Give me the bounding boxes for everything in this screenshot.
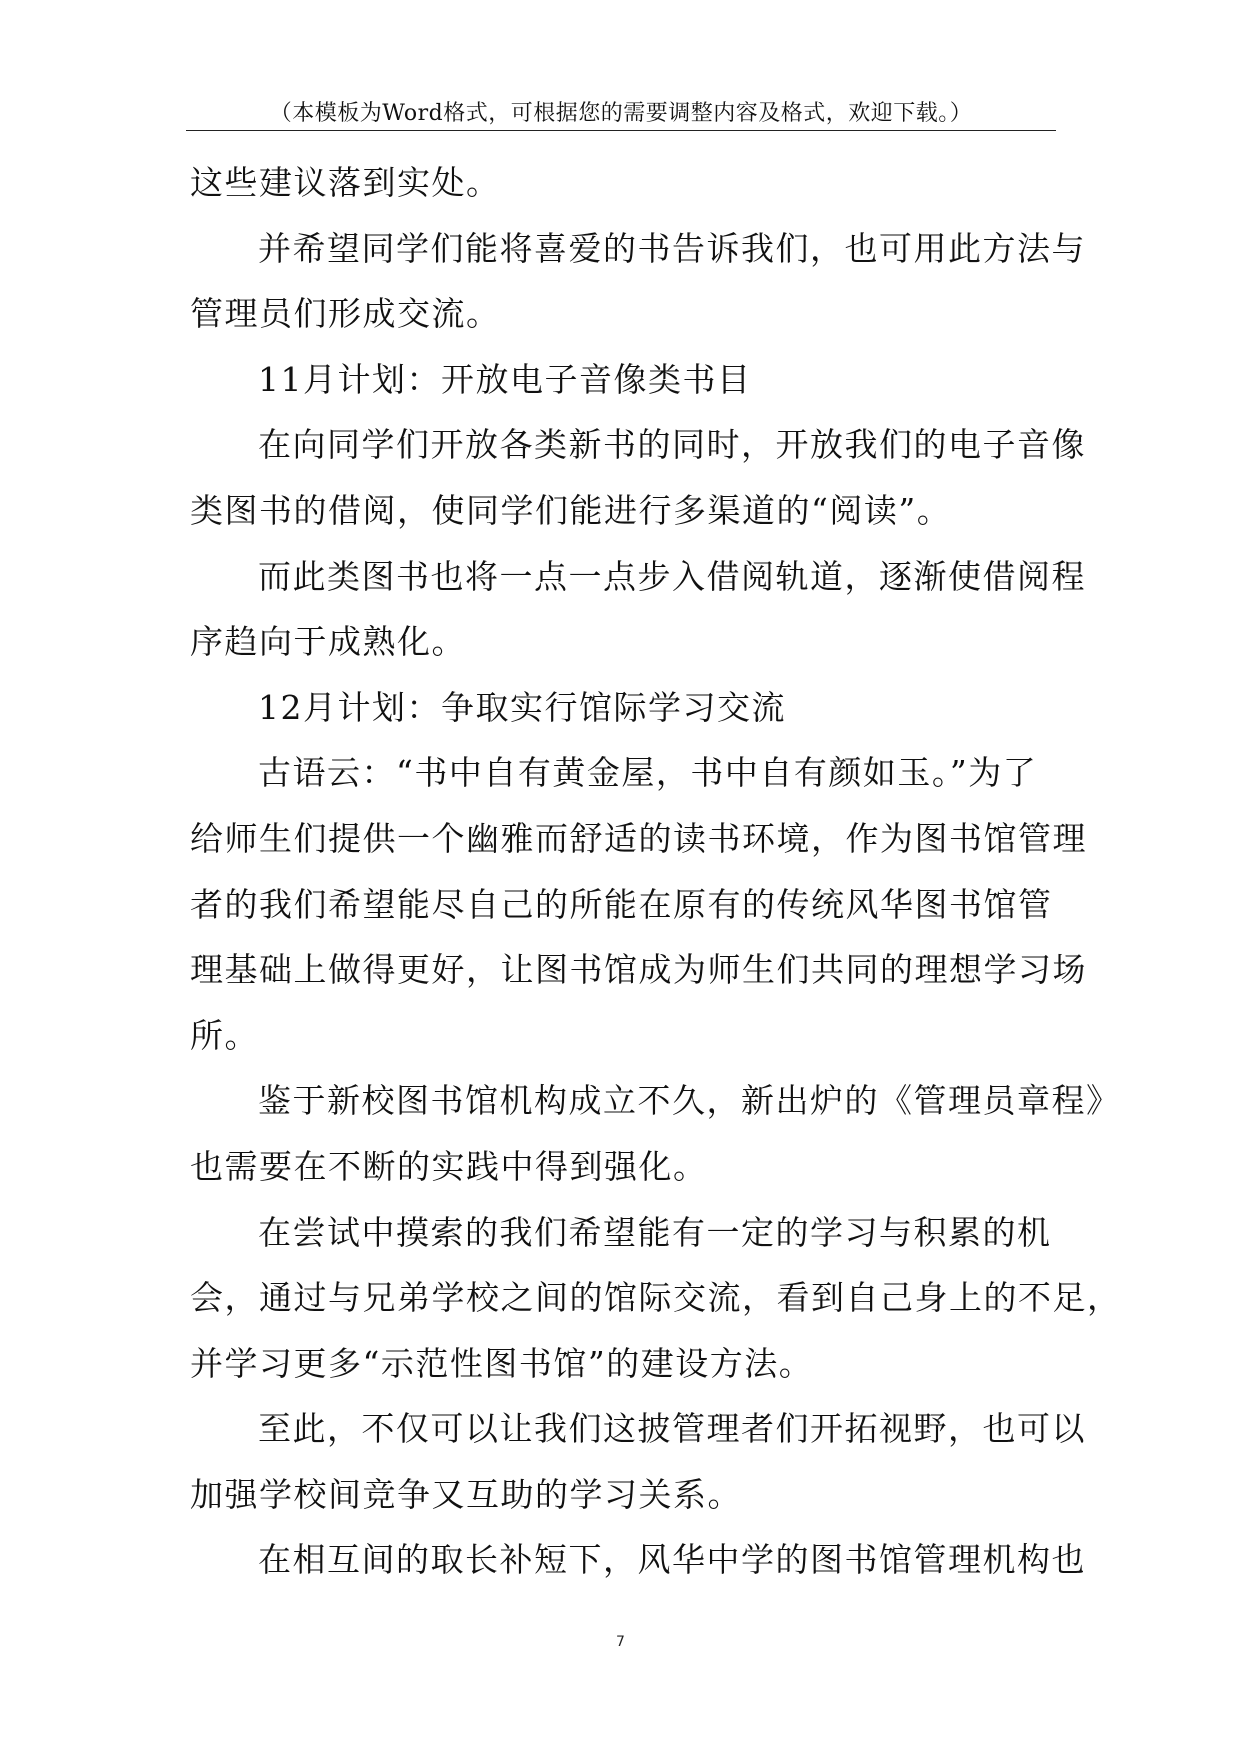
- page-number: 7: [616, 1634, 625, 1650]
- body-line-1: 这些建议落到实处。: [190, 163, 501, 202]
- body-line-21: 加强学校间竞争又互助的学习关系。: [190, 1474, 742, 1514]
- body-line-22: 在相互间的取长补短下，风华中学的图书馆管理机构也: [258, 1540, 1086, 1580]
- page-header-note: （本模板为Word格式，可根据您的需要调整内容及格式，欢迎下载。）: [269, 101, 973, 126]
- section-heading-december: 12月计划：争取实行馆际学习交流: [258, 687, 786, 727]
- body-line-19: 并学习更多“示范性图书馆”的建设方法。: [190, 1343, 814, 1383]
- body-line-5: 在向同学们开放各类新书的同时，开放我们的电子音像: [258, 425, 1086, 465]
- body-line-12: 者的我们希望能尽自己的所能在原有的传统风华图书馆管: [190, 884, 1053, 924]
- body-line-6: 类图书的借阅，使同学们能进行多渠道的“阅读”。: [190, 490, 952, 530]
- body-line-18: 会，通过与兄弟学校之间的馆际交流，看到自己身上的不足，: [190, 1278, 1122, 1318]
- body-line-10: 古语云：“书中自有黄金屋，书中自有颜如玉。”为了: [258, 753, 1038, 793]
- body-line-17: 在尝试中摸索的我们希望能有一定的学习与积累的机: [258, 1212, 1052, 1252]
- body-line-3: 管理员们形成交流。: [190, 294, 501, 334]
- body-line-20: 至此，不仅可以让我们这披管理者们开拓视野，也可以: [258, 1409, 1086, 1449]
- body-line-14: 所。: [190, 1015, 259, 1055]
- body-line-2: 并希望同学们能将喜爱的书告诉我们，也可用此方法与: [258, 228, 1086, 268]
- document-body: [190, 150, 1122, 1593]
- body-line-13: 理基础上做得更好，让图书馆成为师生们共同的理想学习场: [190, 950, 1087, 990]
- header-divider: [186, 130, 1056, 131]
- body-line-15: 鉴于新校图书馆机构成立不久，新出炉的《管理员章程》: [258, 1081, 1121, 1121]
- section-heading-november: 11月计划：开放电子音像类书目: [258, 359, 752, 399]
- body-line-16: 也需要在不断的实践中得到强化。: [190, 1146, 708, 1186]
- body-line-11: 给师生们提供一个幽雅而舒适的读书环境，作为图书馆管理: [190, 818, 1087, 858]
- body-line-7: 而此类图书也将一点一点步入借阅轨道，逐渐使借阅程: [258, 556, 1086, 596]
- body-line-8: 序趋向于成熟化。: [190, 622, 466, 662]
